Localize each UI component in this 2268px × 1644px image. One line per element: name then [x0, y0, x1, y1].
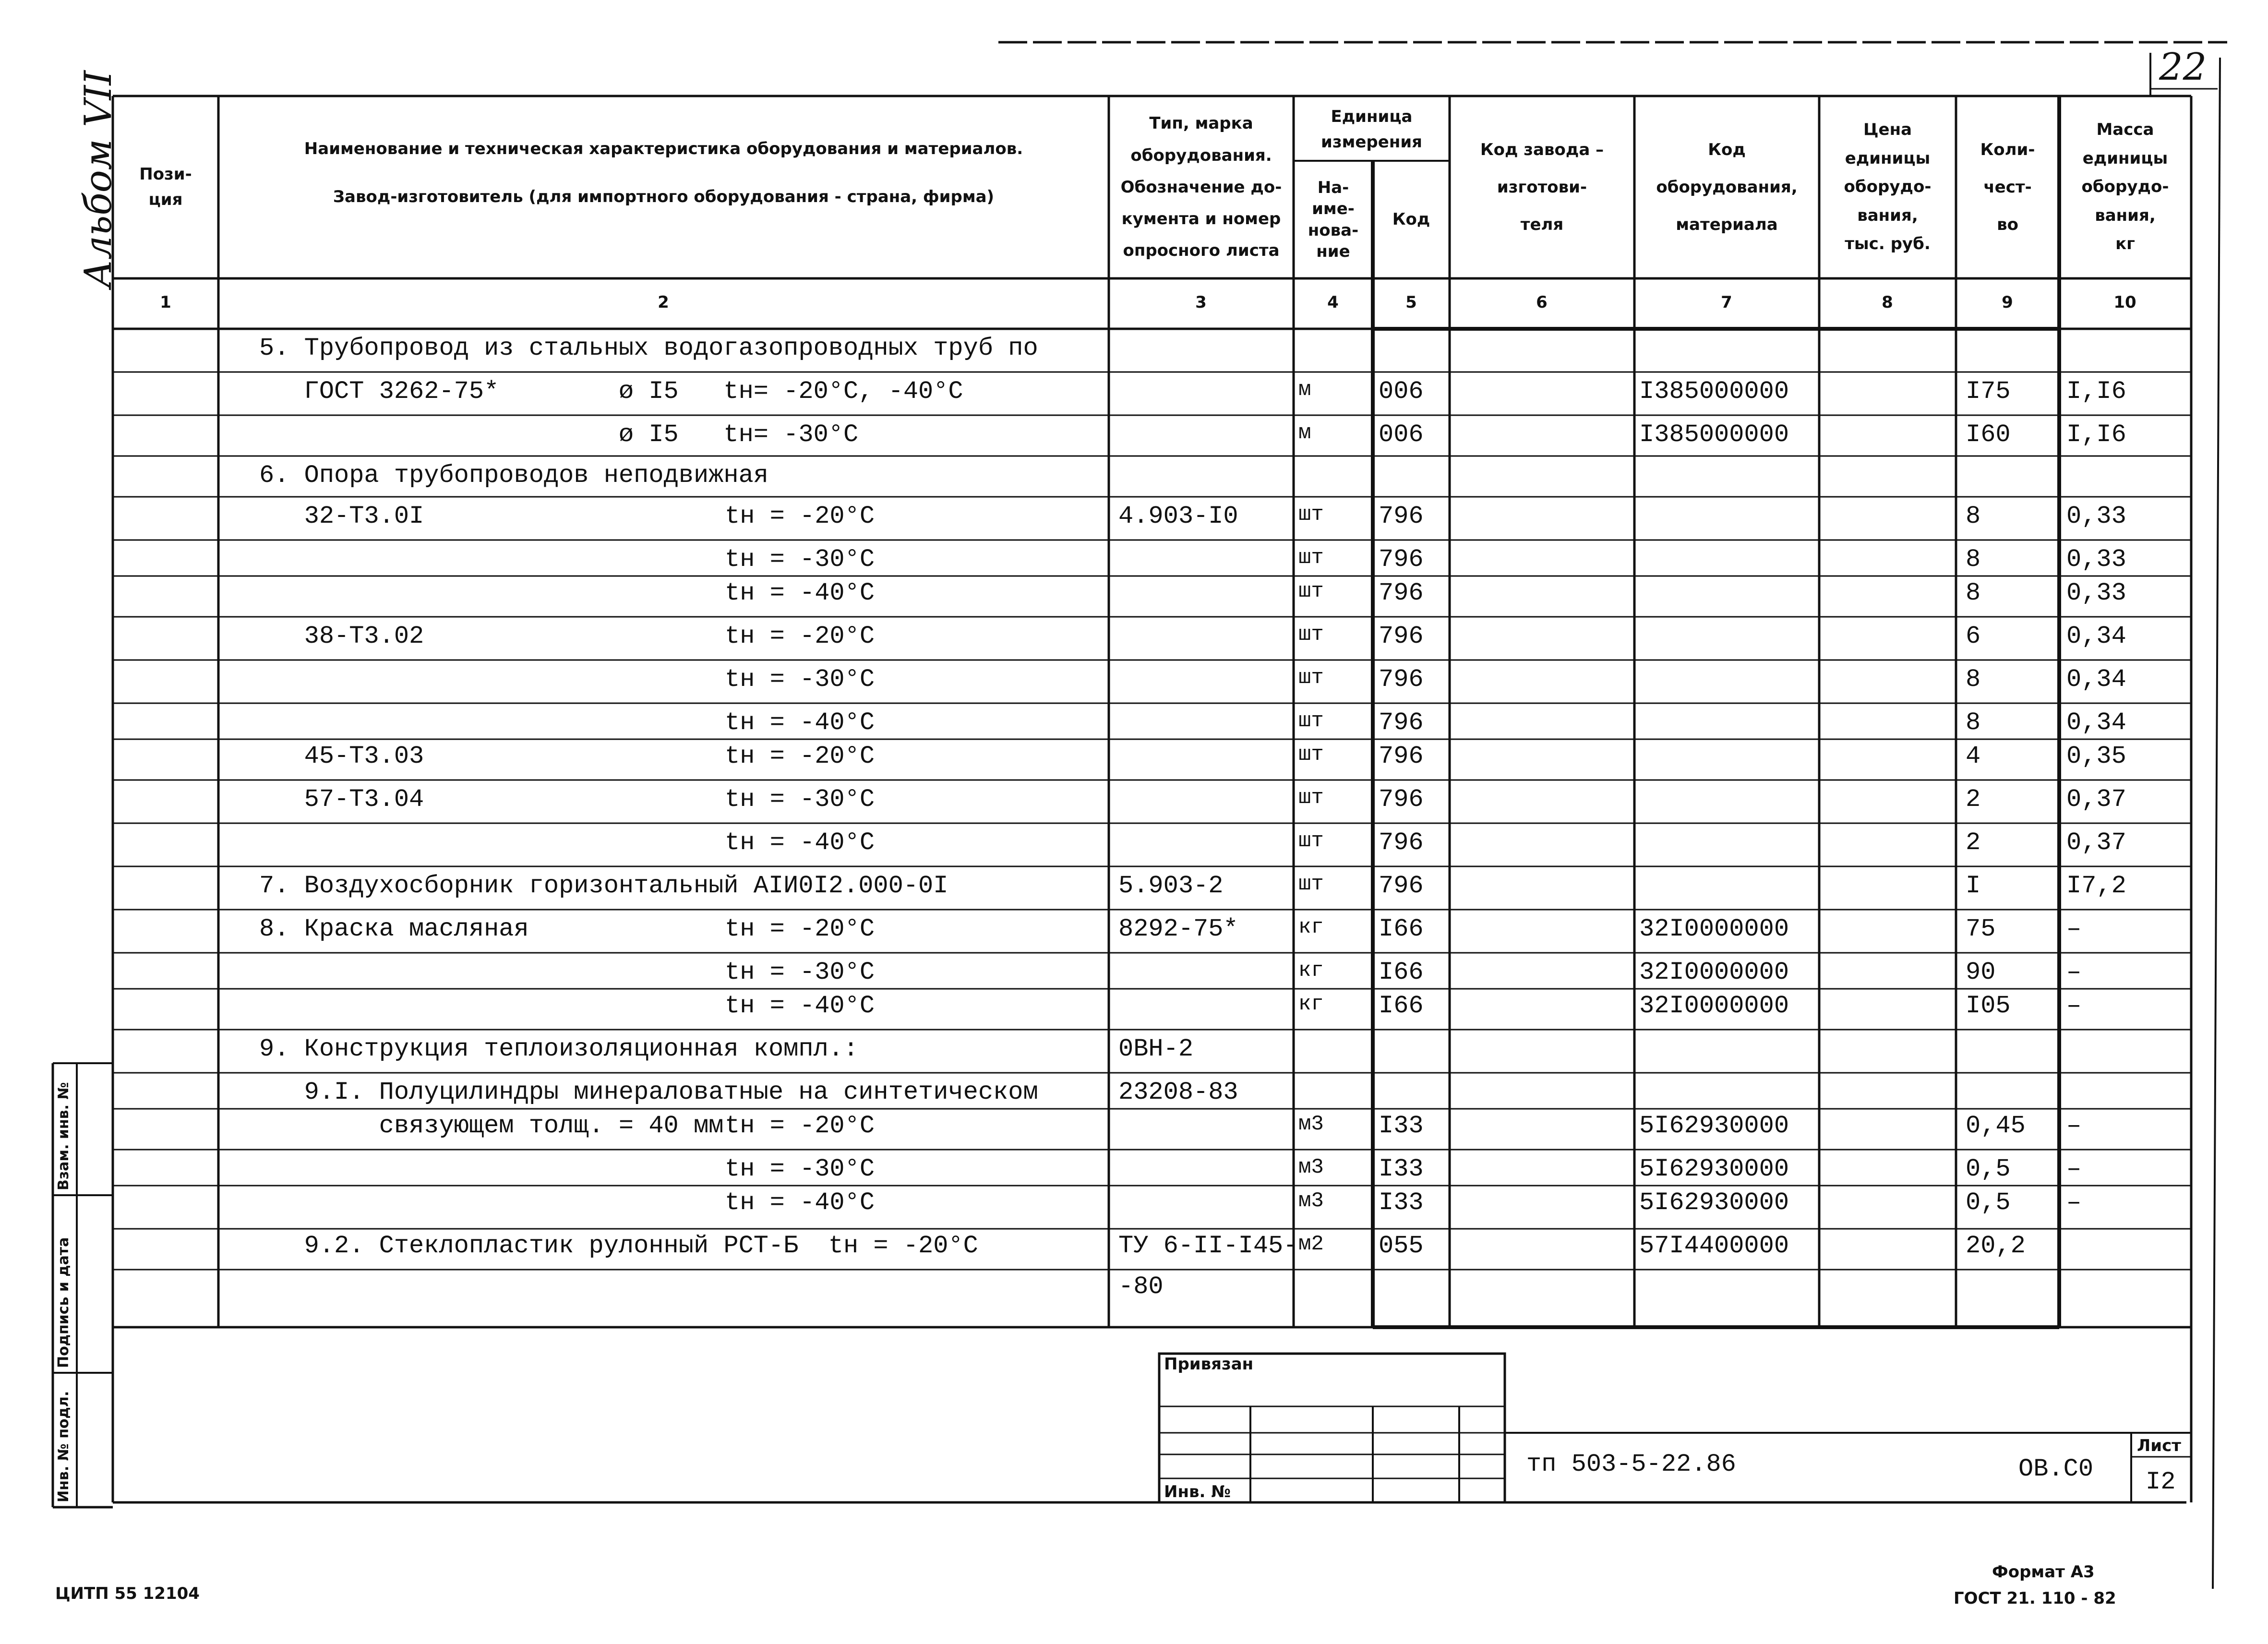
cell-mass: I,I6 — [2066, 377, 2126, 406]
cell-temp: tн = -40°C — [725, 579, 875, 607]
header-name-line1: Наименование и техническая характеристика оборудования и материалов. — [304, 139, 1023, 158]
cell-code: 796 — [1379, 708, 1424, 737]
cell-eqcode: I385000000 — [1639, 377, 1789, 406]
cell-temp: tн = -30°C — [725, 958, 875, 986]
cell-qty: 4 — [1966, 742, 1981, 770]
footer-left: ЦИТП 55 12104 — [55, 1584, 200, 1603]
cell-mass: – — [2066, 915, 2082, 943]
cell-code: 006 — [1379, 377, 1424, 406]
cell-code: 796 — [1379, 665, 1424, 694]
cell-eqcode: 32I0000000 — [1639, 915, 1789, 943]
cell-name: связующем толщ. = 40 мм — [259, 1112, 724, 1140]
cell-type: 0ВН-2 — [1118, 1035, 1194, 1063]
cell-unit: м3 — [1298, 1189, 1324, 1213]
cell-code: 796 — [1379, 502, 1424, 530]
cell-name: 7. Воздухосборник горизонтальный АIИ0I2.000-0I — [259, 872, 948, 900]
cell-unit: м — [1298, 421, 1311, 445]
cell-name: ø I5 tн= -30°C — [259, 420, 859, 449]
cell-code: I33 — [1379, 1112, 1424, 1140]
column-number: 4 — [1327, 293, 1339, 312]
cell-temp: tн = -40°C — [725, 992, 875, 1020]
cell-unit: шт — [1298, 872, 1324, 896]
column-number: 3 — [1195, 293, 1207, 312]
cell-name: 45-Т3.03 — [259, 742, 424, 770]
cell-temp: tн = -20°C — [725, 1112, 875, 1140]
cell-mass: – — [2066, 992, 2082, 1020]
side-inv: Инв. № подл. — [55, 1391, 72, 1502]
cell-unit: м3 — [1298, 1155, 1324, 1179]
header-quantity: Коли- чест- во — [1980, 140, 2035, 235]
cell-type: -80 — [1118, 1272, 1164, 1301]
cell-temp: tн = -30°C — [725, 1155, 875, 1183]
cell-qty: 0,5 — [1966, 1188, 2011, 1217]
cell-mass: – — [2066, 1112, 2082, 1140]
cell-code: 796 — [1379, 579, 1424, 607]
header-unit: Единица измерения — [1321, 107, 1422, 152]
cell-type: ТУ 6-II-I45- — [1118, 1232, 1298, 1260]
stamp-list-label: Лист — [2137, 1436, 2181, 1455]
cell-qty: 8 — [1966, 579, 1981, 607]
cell-unit: кг — [1298, 959, 1324, 983]
cell-temp: tн = -20°C — [725, 915, 875, 943]
cell-mass: 0,34 — [2066, 622, 2126, 650]
cell-mass: 0,37 — [2066, 828, 2126, 857]
cell-unit: шт — [1298, 709, 1324, 733]
column-number: 2 — [658, 293, 669, 312]
cell-qty: 2 — [1966, 828, 1981, 857]
cell-unit: шт — [1298, 786, 1324, 810]
header-mass: Масса единицы оборудо- вания, кг — [2081, 120, 2169, 254]
cell-code: I33 — [1379, 1188, 1424, 1217]
cell-qty: 8 — [1966, 665, 1981, 694]
cell-temp: tн = -40°C — [725, 828, 875, 857]
cell-code: 796 — [1379, 742, 1424, 770]
cell-qty: 0,45 — [1966, 1112, 2026, 1140]
stamp-code: ОВ.С0 — [2018, 1455, 2094, 1483]
cell-unit: м — [1298, 378, 1311, 402]
cell-qty: 90 — [1966, 958, 1996, 986]
album-label: Альбом VII — [77, 70, 120, 288]
cell-unit: шт — [1298, 666, 1324, 690]
header-type: Тип, марка оборудования. Обозначение до- кумента и номер опросного листа — [1120, 114, 1282, 261]
stamp-list-number: I2 — [2146, 1468, 2176, 1496]
cell-name: 57-Т3.04 — [259, 785, 424, 814]
cell-code: 796 — [1379, 622, 1424, 650]
column-number: 7 — [1721, 293, 1732, 312]
cell-unit: м2 — [1298, 1232, 1324, 1256]
column-number: 6 — [1536, 293, 1548, 312]
column-number: 5 — [1405, 293, 1417, 312]
stamp-inv-no: Инв. № — [1164, 1482, 1231, 1501]
cell-code: I66 — [1379, 915, 1424, 943]
cell-name: 8. Краска масляная — [259, 915, 529, 943]
cell-eqcode: 5I62930000 — [1639, 1155, 1789, 1183]
cell-type: 4.903-I0 — [1118, 502, 1238, 530]
cell-name: ГОСТ 3262-75* ø I5 tн= -20°C, -40°C — [259, 377, 963, 406]
cell-qty: 0,5 — [1966, 1155, 2011, 1183]
cell-mass: 0,33 — [2066, 545, 2126, 574]
cell-code: I33 — [1379, 1155, 1424, 1183]
cell-eqcode: 32I0000000 — [1639, 992, 1789, 1020]
top-sheet-number: 22 — [2159, 46, 2207, 89]
cell-unit: кг — [1298, 915, 1324, 939]
cell-type: 8292-75* — [1118, 915, 1238, 943]
cell-qty: 2 — [1966, 785, 1981, 814]
cell-eqcode: I385000000 — [1639, 420, 1789, 449]
cell-name: 6. Опора трубопроводов неподвижная — [259, 461, 768, 490]
cell-qty: 20,2 — [1966, 1232, 2026, 1260]
cell-name: 32-Т3.0I — [259, 502, 424, 530]
cell-qty: 8 — [1966, 708, 1981, 737]
cell-name: 9. Конструкция теплоизоляционная компл.: — [259, 1035, 859, 1063]
stamp-privyazan: Привязан — [1164, 1355, 1254, 1374]
cell-name: 9.2. Стеклопластик рулонный РСТ-Б tн = -20°C — [259, 1232, 978, 1260]
header-name-line2: Завод-изготовитель (для импортного оборудования - страна, фирма) — [333, 187, 995, 206]
cell-name: 5. Трубопровод из стальных водогазопроводных труб по — [259, 334, 1038, 362]
cell-mass: I7,2 — [2066, 872, 2126, 900]
cell-eqcode: 57I4400000 — [1639, 1232, 1789, 1260]
cell-unit: шт — [1298, 743, 1324, 767]
cell-eqcode: 5I62930000 — [1639, 1188, 1789, 1217]
cell-qty: I75 — [1966, 377, 2011, 406]
header-factory-code: Код завода – изготови- теля — [1480, 140, 1604, 235]
cell-code: I66 — [1379, 958, 1424, 986]
cell-code: 055 — [1379, 1232, 1424, 1260]
cell-eqcode: 32I0000000 — [1639, 958, 1789, 986]
column-number: 8 — [1882, 293, 1893, 312]
cell-mass: I,I6 — [2066, 420, 2126, 449]
cell-code: I66 — [1379, 992, 1424, 1020]
cell-code: 796 — [1379, 785, 1424, 814]
cell-unit: шт — [1298, 579, 1324, 603]
cell-unit: кг — [1298, 992, 1324, 1016]
cell-unit: шт — [1298, 623, 1324, 647]
footer-format: Формат А3 — [1992, 1562, 2095, 1582]
cell-unit: шт — [1298, 546, 1324, 570]
header-unit-code: Код — [1392, 210, 1430, 229]
cell-temp: tн = -30°C — [725, 665, 875, 694]
cell-name: 9.I. Полуцилиндры минераловатные на синтетическом — [259, 1078, 1038, 1106]
cell-temp: tн = -30°C — [725, 785, 875, 814]
cell-mass: – — [2066, 1188, 2082, 1217]
cell-mass: 0,33 — [2066, 579, 2126, 607]
cell-qty: I — [1966, 872, 1981, 900]
cell-qty: 8 — [1966, 502, 1981, 530]
side-podpis: Подпись и дата — [55, 1237, 72, 1368]
header-price: Цена единицы оборудо- вания, тыс. руб. — [1844, 120, 1932, 254]
cell-qty: I60 — [1966, 420, 2011, 449]
cell-type: 23208-83 — [1118, 1078, 1238, 1106]
cell-unit: м3 — [1298, 1112, 1324, 1136]
cell-mass: 0,33 — [2066, 502, 2126, 530]
cell-qty: 75 — [1966, 915, 1996, 943]
cell-code: 796 — [1379, 828, 1424, 857]
column-number: 10 — [2113, 293, 2136, 312]
cell-name: 38-Т3.02 — [259, 622, 424, 650]
cell-mass: – — [2066, 958, 2082, 986]
cell-type: 5.903-2 — [1118, 872, 1224, 900]
side-vzam: Взам. инв. № — [55, 1082, 72, 1190]
header-position: Пози- ция — [139, 165, 192, 209]
header-equipment-code: Код оборудования, материала — [1656, 140, 1798, 235]
cell-code: 796 — [1379, 545, 1424, 574]
cell-mass: 0,34 — [2066, 665, 2126, 694]
cell-code: 796 — [1379, 872, 1424, 900]
column-number: 1 — [160, 293, 171, 312]
cell-unit: шт — [1298, 503, 1324, 527]
header-unit-name: На- име- нова- ние — [1308, 178, 1359, 261]
cell-temp: tн = -40°C — [725, 1188, 875, 1217]
cell-temp: tн = -40°C — [725, 708, 875, 737]
cell-mass: 0,34 — [2066, 708, 2126, 737]
cell-unit: шт — [1298, 829, 1324, 853]
cell-code: 006 — [1379, 420, 1424, 449]
cell-qty: 6 — [1966, 622, 1981, 650]
cell-qty: 8 — [1966, 545, 1981, 574]
cell-eqcode: 5I62930000 — [1639, 1112, 1789, 1140]
cell-mass: 0,35 — [2066, 742, 2126, 770]
cell-mass: – — [2066, 1155, 2082, 1183]
cell-temp: tн = -30°C — [725, 545, 875, 574]
cell-qty: I05 — [1966, 992, 2011, 1020]
cell-temp: tн = -20°C — [725, 622, 875, 650]
cell-temp: tн = -20°C — [725, 502, 875, 530]
cell-mass: 0,37 — [2066, 785, 2126, 814]
footer-gost: ГОСТ 21. 110 - 82 — [1954, 1589, 2116, 1608]
cell-temp: tн = -20°C — [725, 742, 875, 770]
stamp-document: тп 503-5-22.86 — [1526, 1450, 1736, 1478]
column-number: 9 — [2002, 293, 2013, 312]
